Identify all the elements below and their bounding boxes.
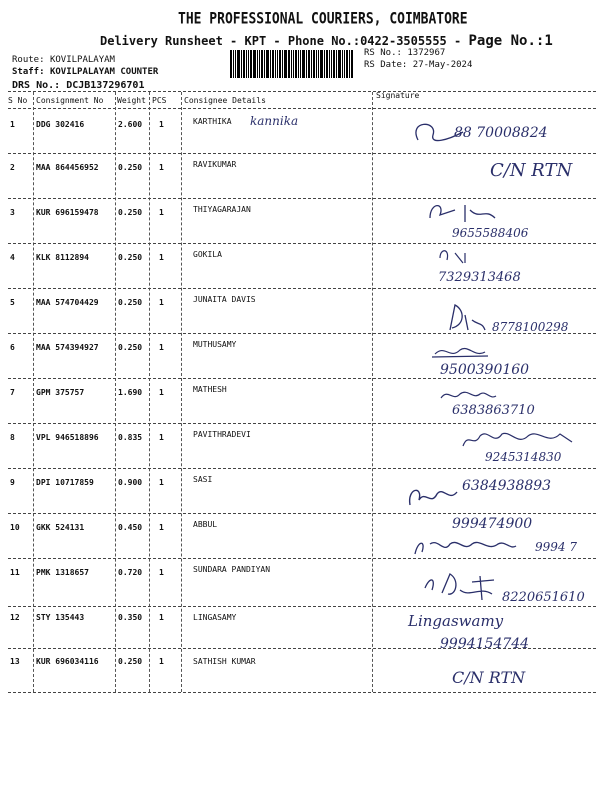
drs-number — [12, 80, 144, 91]
barcode-bar — [302, 50, 305, 78]
row-pcs: 1 — [159, 163, 164, 172]
staff-value: KOVILPALAYAM COUNTER — [49, 67, 159, 77]
row-pcs: 1 — [159, 298, 164, 307]
row-pcs: 1 — [159, 253, 164, 262]
col-weight: Weight — [117, 96, 146, 105]
row-sno: 6 — [10, 343, 15, 352]
barcode-bar — [338, 50, 341, 78]
row-sno: 4 — [10, 253, 15, 262]
row-sno: 10 — [10, 523, 20, 532]
rs-no-label: RS No.: — [364, 48, 402, 58]
phone-handwritten: 9655588406 — [452, 226, 529, 240]
row-consignee: MATHESH — [193, 385, 227, 394]
row-weight: 0.250 — [118, 253, 143, 262]
barcode-bar — [320, 50, 323, 78]
row-consignee: THIYAGARAJAN — [193, 205, 251, 214]
route — [12, 55, 115, 65]
row-weight: 0.900 — [118, 478, 143, 487]
row-consignee: MUTHUSAMY — [193, 340, 237, 349]
barcode-bar — [293, 50, 294, 78]
row-consignment: KUR 696034116 — [36, 657, 99, 666]
row-separator — [8, 288, 596, 289]
row-consignee: KARTHIKA — [193, 117, 232, 126]
signature: Lingaswamy — [408, 612, 504, 630]
phone-handwritten: 9245314830 — [485, 450, 562, 464]
row-pcs: 1 — [159, 120, 164, 129]
barcode-bar — [275, 50, 276, 78]
row-consignment: VPL 946518896 — [36, 433, 99, 442]
row-sno: 13 — [10, 657, 20, 666]
row-weight: 0.250 — [118, 343, 143, 352]
col-consignee: Consignee Details — [184, 96, 266, 105]
row-weight: 0.250 — [118, 657, 143, 666]
row-consignment: GKK 524131 — [36, 523, 85, 532]
staff — [12, 67, 158, 77]
row-pcs: 1 — [159, 568, 164, 577]
barcode-bar — [248, 50, 249, 78]
barcode-bar — [349, 50, 350, 78]
barcode-bar — [250, 50, 252, 78]
row-consignee: JUNAITA DAVIS — [193, 295, 256, 304]
col-pcs: PCS — [152, 96, 167, 105]
barcode-bar — [298, 50, 299, 78]
barcode-bar — [318, 50, 319, 78]
phone-handwritten: 8220651610 — [502, 590, 585, 605]
column-divider — [33, 92, 34, 692]
col-consignment: Consignment No — [36, 96, 104, 105]
barcode-bar — [241, 50, 242, 78]
barcode-bar — [284, 50, 287, 78]
row-pcs: 1 — [159, 208, 164, 217]
row-separator — [8, 198, 596, 199]
barcode-bar — [344, 50, 345, 78]
phone-handwritten: 88 70008824 — [454, 125, 548, 141]
barcode-bar — [259, 50, 260, 78]
row-consignment: MAA 574704429 — [36, 298, 99, 307]
row-consignment: STY 135443 — [36, 613, 85, 622]
barcode-bar — [316, 50, 317, 78]
staff-label: Staff: — [12, 67, 45, 77]
title-text: Delivery Runsheet - KPT - Phone No.:0422-3505555 - — [100, 34, 462, 48]
drs-value: DCJB137296701 — [66, 80, 145, 91]
barcode-bar — [246, 50, 247, 78]
barcode-bar — [253, 50, 256, 78]
runsheet-title — [100, 33, 553, 49]
handwritten-note: kannika — [250, 114, 299, 128]
table-bottom-rule — [8, 692, 596, 693]
row-pcs: 1 — [159, 343, 164, 352]
row-consignment: DPI 10717859 — [36, 478, 94, 487]
barcode-bar — [277, 50, 278, 78]
row-weight: 0.250 — [118, 163, 143, 172]
row-consignment: PMK 1318657 — [36, 568, 89, 577]
row-consignee: ABBUL — [193, 520, 218, 529]
row-pcs: 1 — [159, 523, 164, 532]
row-consignee: SUNDARA PANDIYAN — [193, 565, 271, 574]
signature — [438, 388, 498, 404]
column-divider — [372, 92, 373, 692]
barcode-bar — [295, 50, 297, 78]
row-consignment: KUR 696159478 — [36, 208, 99, 217]
barcode-bar — [306, 50, 307, 78]
barcode-bar — [270, 50, 271, 78]
rs-date — [364, 60, 472, 70]
barcode-bar — [233, 50, 234, 78]
row-consignee: SASI — [193, 475, 213, 484]
barcode-image — [230, 50, 358, 78]
row-consignee: RAVIKUMAR — [193, 160, 237, 169]
column-divider — [115, 92, 116, 692]
row-sno: 1 — [10, 120, 15, 129]
row-pcs: 1 — [159, 657, 164, 666]
rs-date-label: RS Date: — [364, 60, 408, 70]
row-weight: 0.835 — [118, 433, 143, 442]
row-consignee: PAVITHRADEVI — [193, 430, 251, 439]
row-separator — [8, 648, 596, 649]
phone-handwritten: 999474900 — [452, 516, 533, 532]
barcode-bar — [346, 50, 348, 78]
row-sno: 11 — [10, 568, 20, 577]
signature — [435, 248, 475, 268]
phone-handwritten: 9500390160 — [440, 362, 530, 378]
row-weight: 2.600 — [118, 120, 143, 129]
row-pcs: 1 — [159, 388, 164, 397]
row-sno: 7 — [10, 388, 15, 397]
barcode-bar — [313, 50, 315, 78]
barcode-bar — [300, 50, 301, 78]
row-pcs: 1 — [159, 478, 164, 487]
barcode-bar — [291, 50, 292, 78]
row-consignment: MAA 574394927 — [36, 343, 99, 352]
row-weight: 0.250 — [118, 298, 143, 307]
table-top-rule — [8, 91, 596, 92]
signature — [460, 428, 580, 452]
row-sno: 12 — [10, 613, 20, 622]
row-separator — [8, 243, 596, 244]
barcode-bar — [329, 50, 330, 78]
signature — [425, 200, 505, 226]
barcode-bar — [257, 50, 258, 78]
barcode-bar — [333, 50, 335, 78]
col-sno: S No — [8, 96, 28, 105]
row-separator — [8, 468, 596, 469]
barcode-bar — [326, 50, 328, 78]
barcode-bar — [324, 50, 325, 78]
row-separator — [8, 153, 596, 154]
barcode-bar — [351, 50, 353, 78]
row-consignee: SATHISH KUMAR — [193, 657, 256, 666]
column-divider — [149, 92, 150, 692]
signature — [440, 300, 490, 336]
row-separator — [8, 378, 596, 379]
row-separator — [8, 606, 596, 607]
phone-handwritten: 8778100298 — [492, 320, 569, 334]
barcode-bar — [261, 50, 263, 78]
row-separator — [8, 558, 596, 559]
row-consignee: GOKILA — [193, 250, 222, 259]
barcode-bar — [230, 50, 232, 78]
row-sno: 3 — [10, 208, 15, 217]
row-weight: 0.350 — [118, 613, 143, 622]
row-consignment: KLK 8112894 — [36, 253, 89, 262]
barcode-bar — [336, 50, 337, 78]
barcode-bar — [279, 50, 281, 78]
row-weight: 0.450 — [118, 523, 143, 532]
phone-handwritten: 9994154744 — [440, 636, 530, 652]
barcode-bar — [272, 50, 274, 78]
barcode-bar — [311, 50, 312, 78]
barcode-bar — [237, 50, 240, 78]
rs-date-value: 27-May-2024 — [412, 60, 473, 70]
signature: C/N RTN — [490, 160, 573, 181]
header-bottom-rule — [8, 108, 596, 109]
route-value: KOVILPALAYAM — [49, 55, 115, 65]
phone-handwritten: 6384938893 — [462, 478, 552, 494]
col-signature: Signature — [376, 91, 420, 100]
barcode-bar — [331, 50, 332, 78]
page-number: Page No.:1 — [468, 33, 553, 49]
barcode-bar — [264, 50, 265, 78]
phone-handwritten: 6383863710 — [452, 403, 535, 418]
row-consignment: GPM 375757 — [36, 388, 85, 397]
company-name: THE PROFESSIONAL COURIERS, COIMBATORE — [178, 10, 468, 29]
row-sno: 9 — [10, 478, 15, 487]
rs-number — [364, 48, 445, 58]
barcode-bar — [308, 50, 310, 78]
barcode-bar — [288, 50, 290, 78]
signature — [410, 536, 520, 560]
phone-handwritten-extra: 9994 7 — [535, 540, 577, 554]
row-weight: 0.720 — [118, 568, 143, 577]
row-pcs: 1 — [159, 613, 164, 622]
row-separator — [8, 513, 596, 514]
barcode-bar — [342, 50, 343, 78]
row-weight: 0.250 — [118, 208, 143, 217]
column-divider — [181, 92, 182, 692]
signature — [405, 480, 465, 510]
phone-handwritten: 7329313468 — [438, 270, 521, 285]
barcode-bar — [243, 50, 245, 78]
row-sno: 2 — [10, 163, 15, 172]
signature — [430, 342, 490, 362]
row-pcs: 1 — [159, 433, 164, 442]
row-weight: 1.690 — [118, 388, 143, 397]
row-consignment: DDG 302416 — [36, 120, 85, 129]
row-sno: 5 — [10, 298, 15, 307]
barcode-bar — [282, 50, 283, 78]
route-label: Route: — [12, 55, 45, 65]
signature: C/N RTN — [452, 668, 526, 687]
row-consignee: LINGASAMY — [193, 613, 237, 622]
rs-no-value: 1372967 — [407, 48, 446, 58]
barcode-bar — [266, 50, 269, 78]
row-consignment: MAA 864456952 — [36, 163, 99, 172]
row-separator — [8, 423, 596, 424]
row-sno: 8 — [10, 433, 15, 442]
barcode-bar — [235, 50, 236, 78]
drs-label: DRS No.: — [12, 80, 61, 91]
row-separator — [8, 333, 596, 334]
